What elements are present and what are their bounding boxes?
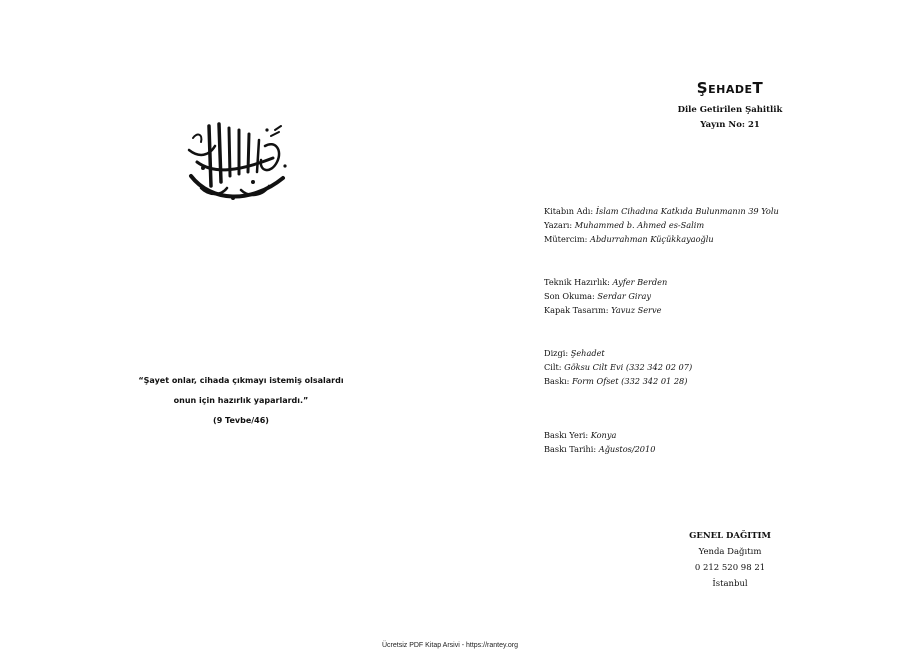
distribution-block bbox=[630, 528, 830, 592]
typesetting-row bbox=[544, 346, 692, 360]
series-number: Yayın No: 21 bbox=[700, 120, 760, 130]
technical-prep-row bbox=[544, 275, 667, 289]
info-value: Ağustos/2010 bbox=[598, 444, 656, 455]
info-label: Mütercim: bbox=[544, 234, 591, 245]
info-label: Cilt: bbox=[544, 362, 565, 373]
distribution-city: İstanbul bbox=[712, 579, 748, 589]
verse-quote bbox=[110, 371, 372, 431]
info-label: Baskı Tarihi: bbox=[544, 444, 599, 455]
right-page bbox=[450, 0, 900, 670]
quote-line-2: onun için hazırlık yaparlardı.” bbox=[173, 396, 309, 405]
info-label: Teknik Hazırlık: bbox=[544, 277, 613, 287]
info-label: Kitabın Adı: bbox=[544, 206, 596, 216]
subtitle-text: Dile Getirilen Şahitlik bbox=[677, 105, 783, 115]
info-value: Şehadet bbox=[570, 348, 605, 358]
info-value: Konya bbox=[590, 430, 617, 440]
printing-row bbox=[544, 374, 692, 388]
book-info-block bbox=[544, 204, 779, 247]
info-label: Son Okuma: bbox=[544, 291, 598, 302]
proofreading-row bbox=[544, 289, 667, 303]
info-label: Baskı: bbox=[544, 376, 573, 387]
footer-text: Ücretsiz PDF Kitap Arsivi - https://rantey.org bbox=[381, 642, 519, 649]
info-value: Muhammed b. Ahmed es-Salim bbox=[574, 220, 705, 231]
basmala-calligraphy-icon bbox=[181, 116, 293, 206]
staff-info-block bbox=[544, 275, 667, 318]
info-label: Kapak Tasarım: bbox=[544, 305, 612, 316]
cover-design-row bbox=[544, 303, 667, 317]
binding-row bbox=[544, 360, 692, 374]
distribution-heading: GENEL DAĞITIM bbox=[689, 531, 771, 541]
distribution-phone: 0 212 520 98 21 bbox=[694, 563, 766, 573]
info-value: İslam Cihadına Katkıda Bulunmanın 39 Yolu bbox=[595, 206, 779, 216]
brand-last-letter: T bbox=[752, 79, 764, 97]
quote-reference: (9 Tevbe/46) bbox=[213, 416, 269, 425]
place-info-block bbox=[544, 428, 655, 456]
info-value: Serdar Giray bbox=[597, 291, 651, 302]
print-place-row bbox=[544, 428, 655, 442]
distribution-company: Yenda Dağıtım bbox=[698, 547, 762, 557]
info-label: Dizgi: bbox=[544, 348, 571, 358]
print-date-row bbox=[544, 442, 655, 456]
author-row bbox=[544, 218, 779, 232]
info-label: Yazarı: bbox=[544, 220, 575, 231]
brand-middle: EHADE bbox=[708, 83, 753, 96]
info-value: Ayfer Berden bbox=[612, 277, 668, 287]
info-value: Abdurrahman Küçükkayaoğlu bbox=[590, 234, 714, 245]
book-title-row bbox=[544, 204, 779, 218]
info-value: Yavuz Serve bbox=[611, 305, 662, 316]
publisher-logo bbox=[630, 78, 830, 97]
info-label: Baskı Yeri: bbox=[544, 430, 591, 440]
info-value: Form Ofset (332 342 01 28) bbox=[572, 376, 688, 387]
info-value: Göksu Cilt Evi (332 342 02 07) bbox=[564, 362, 693, 373]
publisher-subtitle bbox=[630, 103, 830, 133]
translator-row bbox=[544, 232, 779, 246]
quote-line-1: “Şayet onlar, cihada çıkmayı istemiş olsalardı bbox=[138, 376, 344, 385]
print-info-block bbox=[544, 346, 692, 389]
brand-first-letter: Ş bbox=[696, 79, 709, 97]
